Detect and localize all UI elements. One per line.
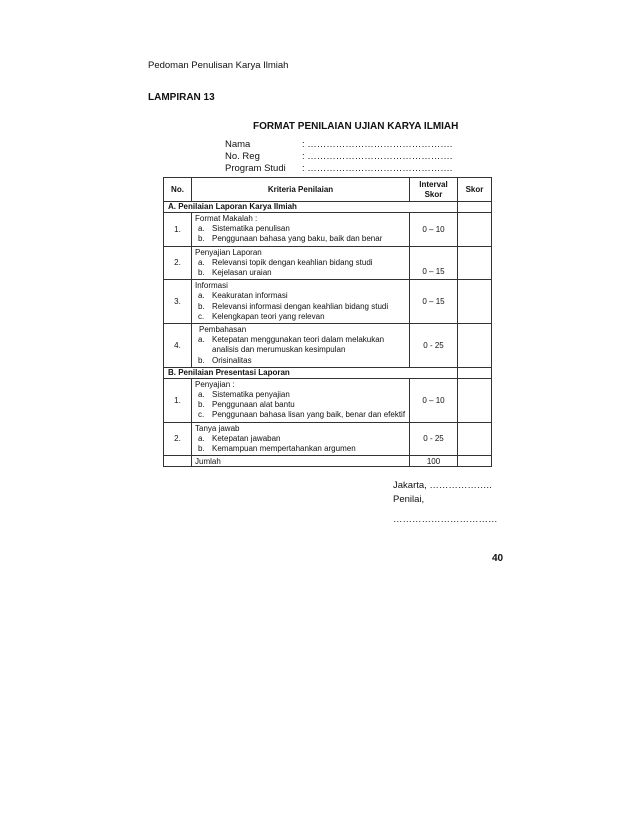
section-a-title: A. Penilaian Laporan Karya Ilmiah — [164, 202, 458, 213]
criteria-item — [195, 258, 407, 268]
score-cell — [458, 246, 492, 280]
criteria-title: Penyajian : — [195, 379, 235, 389]
item-letter: a. — [198, 224, 205, 234]
table-row — [164, 280, 492, 324]
item-letter: a. — [198, 335, 205, 345]
header-no: No. — [164, 178, 192, 202]
table-row — [164, 422, 492, 456]
score-cell — [458, 213, 492, 247]
page-header: Pedoman Penulisan Karya Ilmiah — [148, 60, 289, 71]
signature-line: …………………………… — [393, 514, 498, 525]
item-letter: a. — [198, 291, 205, 301]
signature-place-date: Jakarta, ……………….. — [393, 480, 492, 491]
interval-cell: 0 - 25 — [410, 324, 458, 368]
item-text: Kelengkapan teori yang relevan — [212, 311, 325, 321]
item-letter: b. — [198, 400, 205, 410]
item-letter: c. — [198, 410, 205, 420]
interval-cell: 0 – 15 — [410, 246, 458, 280]
criteria-item — [195, 356, 407, 366]
item-text: Relevansi topik dengan keahlian bidang studi — [212, 257, 373, 267]
field-nama — [225, 139, 452, 150]
item-text: Kemampuan mempertahankan argumen — [212, 444, 356, 454]
item-text: Keakuratan informasi — [212, 291, 288, 301]
criteria-title: Penyajian Laporan — [195, 247, 262, 257]
criteria-cell — [192, 213, 410, 247]
section-row — [164, 367, 492, 378]
criteria-item — [195, 390, 407, 400]
criteria-item — [195, 234, 407, 244]
score-cell — [458, 367, 492, 378]
item-text: Penggunaan bahasa yang baku, baik dan benar — [212, 234, 383, 244]
field-label: No. Reg — [225, 151, 260, 162]
score-cell — [458, 324, 492, 368]
field-label: Nama — [225, 139, 251, 150]
criteria-title: Informasi — [195, 281, 228, 291]
score-cell — [458, 202, 492, 213]
header-criteria: Kriteria Penilaian — [192, 178, 410, 202]
field-value: : ………………………………………. — [302, 139, 453, 150]
criteria-cell — [192, 324, 410, 368]
score-cell — [458, 456, 492, 467]
item-letter: b. — [198, 355, 205, 365]
row-number: 3. — [164, 280, 192, 324]
item-letter: a. — [198, 390, 205, 400]
criteria-item — [195, 268, 407, 278]
total-row — [164, 456, 492, 467]
criteria-item — [195, 312, 407, 322]
interval-cell: 0 - 25 — [410, 422, 458, 456]
field-value: : ………………………………………. — [302, 163, 453, 174]
signature-role: Penilai, — [393, 494, 425, 505]
criteria-item — [195, 444, 407, 454]
interval-cell: 0 – 10 — [410, 213, 458, 247]
criteria-item — [195, 224, 407, 234]
item-text: Relevansi informasi dengan keahlian bidang studi — [212, 301, 389, 311]
item-text: Kejelasan uraian — [212, 268, 272, 278]
section-row — [164, 202, 492, 213]
field-no-reg — [225, 151, 452, 162]
empty-cell — [164, 456, 192, 467]
item-letter: a. — [198, 257, 205, 267]
criteria-title: Format Makalah : — [195, 214, 258, 223]
criteria-cell — [192, 280, 410, 324]
score-cell — [458, 378, 492, 422]
interval-cell: 0 – 15 — [410, 280, 458, 324]
item-text: Orisinalitas — [212, 355, 252, 365]
section-b-title: B. Penilaian Presentasi Laporan — [164, 367, 458, 378]
item-letter: b. — [198, 444, 205, 454]
table-header-row — [164, 178, 492, 202]
item-letter: b. — [198, 301, 205, 311]
criteria-item — [195, 410, 407, 420]
score-cell — [458, 422, 492, 456]
row-number: 1. — [164, 213, 192, 247]
row-number: 2. — [164, 246, 192, 280]
interval-cell: 0 – 10 — [410, 378, 458, 422]
criteria-cell — [192, 246, 410, 280]
item-letter: c. — [198, 311, 205, 321]
field-label: Program Studi — [225, 163, 286, 174]
header-interval: Interval Skor — [410, 178, 458, 202]
page-number: 40 — [492, 553, 504, 564]
criteria-title: Tanya jawab — [195, 423, 240, 433]
form-title: FORMAT PENILAIAN UJIAN KARYA ILMIAH — [253, 121, 459, 132]
row-number: 2. — [164, 422, 192, 456]
table-row — [164, 246, 492, 280]
criteria-item — [195, 434, 407, 444]
row-number: 4. — [164, 324, 192, 368]
item-text: Ketepatan jawaban — [212, 433, 281, 443]
item-text: Sistematika penulisan — [212, 224, 290, 234]
criteria-cell — [192, 378, 410, 422]
total-value: 100 — [410, 456, 458, 467]
field-value: : ………………………………………. — [302, 151, 453, 162]
assessment-table — [163, 177, 492, 467]
criteria-cell — [192, 422, 410, 456]
item-text: Ketepatan menggunakan teori dalam melakukan analisis dan merumuskan kesimpulan — [212, 335, 385, 355]
appendix-label: LAMPIRAN 13 — [148, 92, 215, 103]
criteria-item — [195, 291, 407, 301]
field-program-studi — [225, 163, 452, 174]
table-row — [164, 378, 492, 422]
item-letter: b. — [198, 268, 205, 278]
criteria-item — [195, 400, 407, 410]
header-score: Skor — [458, 178, 492, 202]
item-letter: a. — [198, 433, 205, 443]
criteria-item — [195, 302, 407, 312]
total-label: Jumlah — [192, 456, 410, 467]
row-number: 1. — [164, 378, 192, 422]
item-text: Penggunaan bahasa lisan yang baik, benar dan efektif — [212, 410, 406, 420]
score-cell — [458, 280, 492, 324]
criteria-item — [195, 335, 407, 355]
item-text: Penggunaan alat bantu — [212, 400, 295, 410]
item-text: Sistematika penyajian — [212, 390, 290, 400]
table-row — [164, 213, 492, 247]
item-letter: b. — [198, 234, 205, 244]
table-row — [164, 324, 492, 368]
criteria-title: Pembahasan — [199, 325, 247, 335]
